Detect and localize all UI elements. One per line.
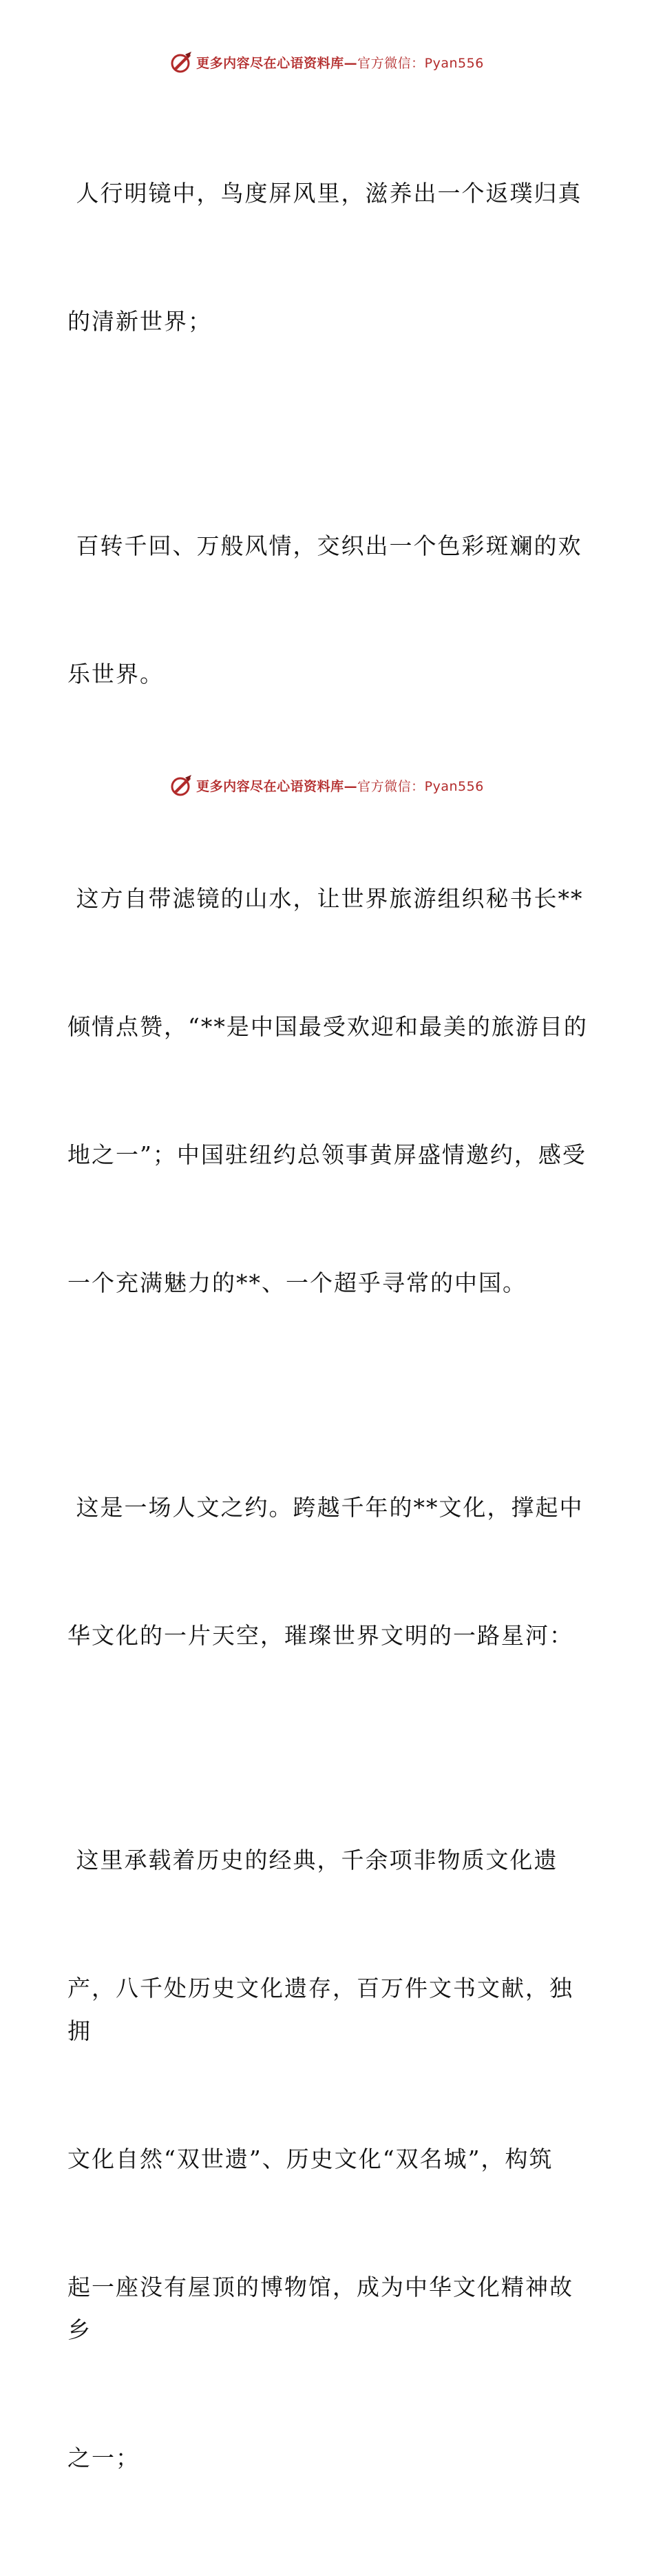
- paragraph-5: 这里承载着历史的经典，千余项非物质文化遗 产，八千处历史文化遗存，百万件文书文献，独拥 文化自然“双世遗”、历史文化“双名城”，构筑 起一座没有屋顶的博物馆，成为中华文化精神故乡 之一；: [67, 1847, 573, 2471]
- paragraph-3: 这方自带滤镜的山水，让世界旅游组织秘书长** 倾情点赞，“**是中国最受欢迎和最美的旅游目的 地之一”；中国驻纽约总领事黄屏盛情邀约，感受 一个充满魅力的**、一个超乎寻常的中国。: [67, 885, 588, 1296]
- paragraph-1: 人行明镜中，鸟度屏风里，滋养出一个返璞归真 的清新世界；: [67, 180, 582, 335]
- header-watermark-banner: [0, 48, 654, 76]
- paragraph-4: 这是一场人文之约。跨越千年的**文化，撑起中 华文化的一片天空，璀璨世界文明的一路星河：: [67, 1494, 584, 1649]
- banner-text: 更多内容尽在心语资料库—官方微信：Pyan556: [196, 55, 484, 71]
- footer-watermark-banner: [0, 771, 654, 799]
- document-body: [67, 87, 591, 2576]
- banner-text: 更多内容尽在心语资料库—官方微信：Pyan556: [196, 778, 484, 794]
- feather-pen-logo-icon: [170, 50, 193, 74]
- feather-pen-logo-icon: [170, 773, 193, 797]
- paragraph-2: 百转千回、万般风情，交织出一个色彩斑斓的欢 乐世界。: [67, 532, 582, 687]
